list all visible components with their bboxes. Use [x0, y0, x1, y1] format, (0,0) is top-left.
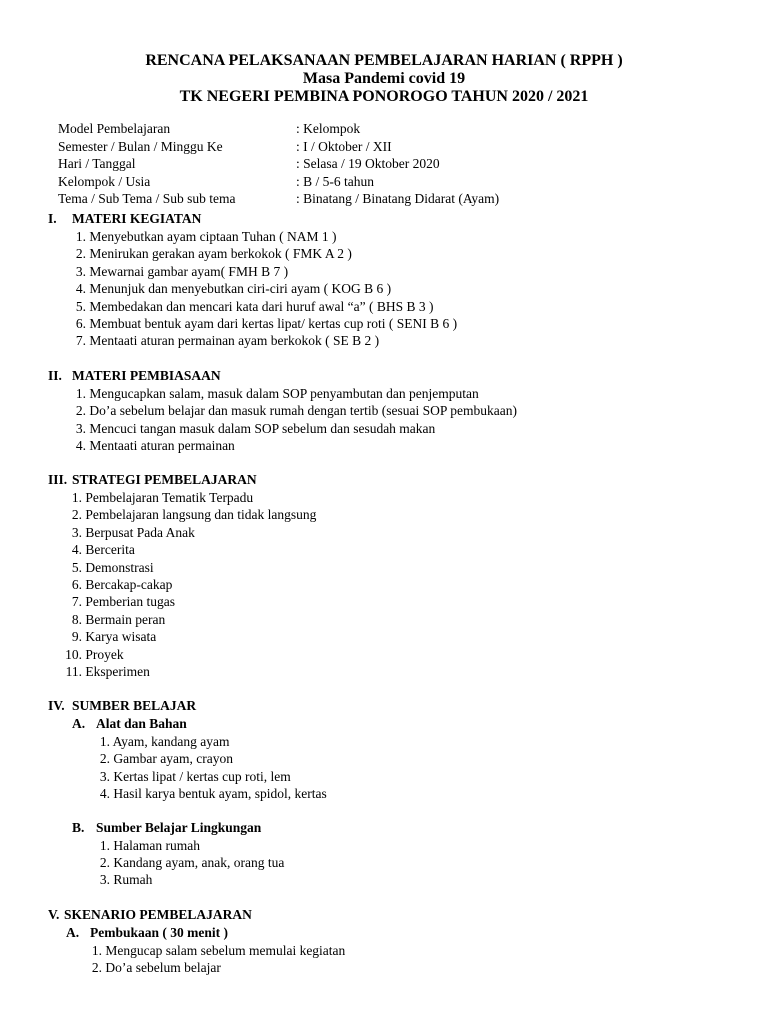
- item-text: Bercakap-cakap: [85, 576, 173, 592]
- item-list: [48, 942, 345, 977]
- item-number: 7.: [75, 333, 86, 349]
- item-text: Mentaati aturan permainan: [89, 438, 235, 454]
- item-text: Pemberian tugas: [85, 594, 175, 610]
- section-number: IV.: [48, 698, 65, 713]
- list-item: [60, 524, 316, 541]
- school-title: TK NEGERI PEMBINA PONOROGO TAHUN 2020 / 2021: [179, 88, 589, 105]
- identity-value: : I / Oktober / XII: [296, 138, 392, 154]
- list-item: [82, 871, 327, 888]
- item-number: 2.: [75, 403, 86, 419]
- item-number: 8.: [71, 611, 82, 627]
- identity-block: [58, 120, 499, 208]
- list-item: [64, 228, 457, 245]
- item-text: Menyebutkan ayam ciptaan Tuhan ( NAM 1 ): [89, 229, 337, 244]
- section-heading: [48, 697, 327, 715]
- item-number: 1.: [99, 837, 110, 853]
- list-item: [64, 315, 457, 332]
- identity-value: : Selasa / 19 Oktober 2020: [296, 156, 440, 171]
- subsection-heading: [48, 715, 327, 733]
- list-item: [64, 402, 517, 419]
- item-text: Mewarnai gambar ayam( FMH B 7 ): [89, 263, 289, 279]
- item-text: Menunjuk dan menyebutkan ciri-ciri ayam ( KOG B 6 ): [89, 281, 392, 297]
- section-sumber-belajar: [48, 697, 327, 889]
- item-number: 6.: [75, 315, 86, 331]
- item-number: 2.: [71, 507, 82, 523]
- list-item: [82, 733, 327, 750]
- identity-row: [58, 138, 499, 156]
- section-title: MATERI KEGIATAN: [72, 211, 202, 226]
- item-number: 1.: [75, 229, 86, 244]
- item-list: [48, 837, 327, 889]
- section-heading: [48, 210, 457, 228]
- section-materi-kegiatan: [48, 210, 457, 350]
- section-strategi-pembelajaran: [48, 471, 316, 680]
- section-skenario-pembelajaran: [48, 906, 345, 977]
- list-item: [64, 245, 457, 262]
- document-title: RENCANA PELAKSANAAN PEMBELAJARAN HARIAN ( RPPH ): [145, 52, 623, 69]
- identity-value: : Binatang / Binatang Didarat (Ayam): [296, 191, 500, 206]
- item-number: 1.: [71, 490, 82, 505]
- item-text: Rumah: [113, 872, 153, 888]
- list-item: [82, 750, 327, 767]
- list-item: [82, 785, 327, 802]
- item-number: 3.: [75, 420, 86, 436]
- item-number: 4.: [71, 542, 82, 558]
- section-number: I.: [48, 211, 57, 226]
- item-number: 5.: [75, 298, 86, 314]
- item-text: Pembelajaran Tematik Terpadu: [85, 490, 254, 505]
- item-text: Karya wisata: [85, 629, 157, 645]
- item-number: 1.: [99, 734, 110, 749]
- identity-key: Tema / Sub Tema / Sub sub tema: [58, 191, 236, 206]
- subsection-heading: [48, 819, 327, 837]
- section-number: III.: [48, 472, 68, 487]
- item-text: Bercerita: [85, 542, 135, 558]
- item-text: Mentaati aturan permainan ayam berkokok ( SE B 2 ): [89, 333, 380, 349]
- item-number: 4.: [99, 786, 110, 802]
- section-heading: [48, 906, 345, 924]
- list-item: [60, 506, 316, 523]
- document-title-block: [0, 52, 768, 106]
- item-number: 2.: [99, 854, 110, 870]
- identity-value: : B / 5-6 tahun: [296, 173, 374, 189]
- list-item: [64, 263, 457, 280]
- list-item: [82, 837, 327, 854]
- item-number: 1.: [75, 386, 86, 401]
- list-item: [60, 628, 316, 645]
- list-item: [60, 489, 316, 506]
- list-item: [60, 559, 316, 576]
- item-number: 9.: [71, 629, 82, 645]
- item-text: Eksperimen: [85, 663, 150, 679]
- list-item: [82, 768, 327, 785]
- section-materi-pembiasaan: [48, 367, 517, 455]
- subsection-label: A.: [66, 925, 80, 940]
- section-number: V.: [48, 907, 60, 922]
- section-heading: [48, 471, 316, 489]
- list-item: [64, 437, 517, 454]
- item-list: [48, 228, 457, 350]
- item-number: 3.: [71, 524, 82, 540]
- item-number: 6.: [71, 576, 82, 592]
- subsection-heading: [48, 924, 345, 942]
- item-number: 10.: [65, 646, 82, 662]
- item-text: Menirukan gerakan ayam berkokok ( FMK A 2 ): [89, 246, 352, 262]
- identity-key: Semester / Bulan / Minggu Ke: [58, 138, 223, 154]
- item-list: [48, 733, 327, 803]
- list-item: [60, 593, 316, 610]
- list-item: [64, 385, 517, 402]
- identity-key: Model Pembelajaran: [58, 121, 171, 136]
- item-text: Membuat bentuk ayam dari kertas lipat/ kertas cup roti ( SENI B 6 ): [89, 315, 458, 331]
- item-text: Ayam, kandang ayam: [112, 734, 230, 749]
- section-heading: [48, 367, 517, 385]
- item-text: Demonstrasi: [85, 559, 154, 575]
- item-number: 1.: [91, 943, 102, 958]
- subsection-title: Sumber Belajar Lingkungan: [96, 819, 262, 835]
- subsection-title: Pembukaan ( 30 menit ): [90, 925, 228, 940]
- item-number: 3.: [99, 768, 110, 784]
- item-number: 2.: [99, 751, 110, 767]
- item-text: Mengucap salam sebelum memulai kegiatan: [105, 943, 346, 958]
- list-item: [78, 959, 345, 976]
- item-text: Berpusat Pada Anak: [85, 524, 195, 540]
- subsection-title: Alat dan Bahan: [96, 716, 187, 731]
- item-number: 2.: [75, 246, 86, 262]
- list-item: [60, 663, 316, 680]
- item-text: Do’a sebelum belajar: [105, 960, 221, 976]
- list-item: [64, 280, 457, 297]
- section-title: MATERI PEMBIASAAN: [72, 368, 221, 383]
- item-text: Membedakan dan mencari kata dari huruf awal “a” ( BHS B 3 ): [89, 298, 434, 314]
- item-text: Hasil karya bentuk ayam, spidol, kertas: [113, 786, 327, 802]
- list-item: [64, 298, 457, 315]
- item-number: 11.: [65, 663, 82, 679]
- identity-key: Kelompok / Usia: [58, 173, 151, 189]
- item-text: Kertas lipat / kertas cup roti, lem: [113, 768, 291, 784]
- subsection-label: A.: [72, 716, 86, 731]
- list-item: [60, 541, 316, 558]
- list-item: [60, 576, 316, 593]
- item-text: Mengucapkan salam, masuk dalam SOP penyambutan dan penjemputan: [89, 386, 479, 401]
- item-text: Bermain peran: [85, 611, 166, 627]
- subsection-label: B.: [72, 819, 85, 835]
- item-list: [48, 385, 517, 455]
- identity-key: Hari / Tanggal: [58, 156, 136, 171]
- identity-value: : Kelompok: [296, 121, 361, 136]
- section-number: II.: [48, 368, 62, 383]
- section-title: SUMBER BELAJAR: [72, 698, 197, 713]
- item-text: Proyek: [85, 646, 124, 662]
- item-number: 5.: [71, 559, 82, 575]
- item-text: Do’a sebelum belajar dan masuk rumah dengan tertib (sesuai SOP pembukaan): [89, 403, 517, 419]
- item-number: 4.: [75, 438, 86, 454]
- identity-row: [58, 173, 499, 191]
- section-title: STRATEGI PEMBELAJARAN: [72, 472, 257, 487]
- item-text: Halaman rumah: [113, 837, 200, 853]
- item-list: [48, 489, 316, 680]
- item-number: 2.: [91, 960, 102, 976]
- identity-row: [58, 155, 499, 173]
- item-number: 3.: [75, 263, 86, 279]
- item-number: 3.: [99, 872, 110, 888]
- list-item: [60, 646, 316, 663]
- section-title: SKENARIO PEMBELAJARAN: [64, 907, 252, 922]
- list-item: [82, 854, 327, 871]
- list-item: [64, 332, 457, 349]
- document-subtitle: Masa Pandemi covid 19: [302, 70, 466, 87]
- list-item: [60, 611, 316, 628]
- item-text: Gambar ayam, crayon: [113, 751, 233, 767]
- item-text: Mencuci tangan masuk dalam SOP sebelum dan sesudah makan: [89, 420, 436, 436]
- item-number: 7.: [71, 594, 82, 610]
- item-text: Pembelajaran langsung dan tidak langsung: [85, 507, 317, 523]
- item-number: 4.: [75, 281, 86, 297]
- list-item: [64, 420, 517, 437]
- item-text: Kandang ayam, anak, orang tua: [113, 854, 285, 870]
- identity-row: [58, 120, 499, 138]
- list-item: [78, 942, 345, 959]
- identity-row: [58, 190, 499, 208]
